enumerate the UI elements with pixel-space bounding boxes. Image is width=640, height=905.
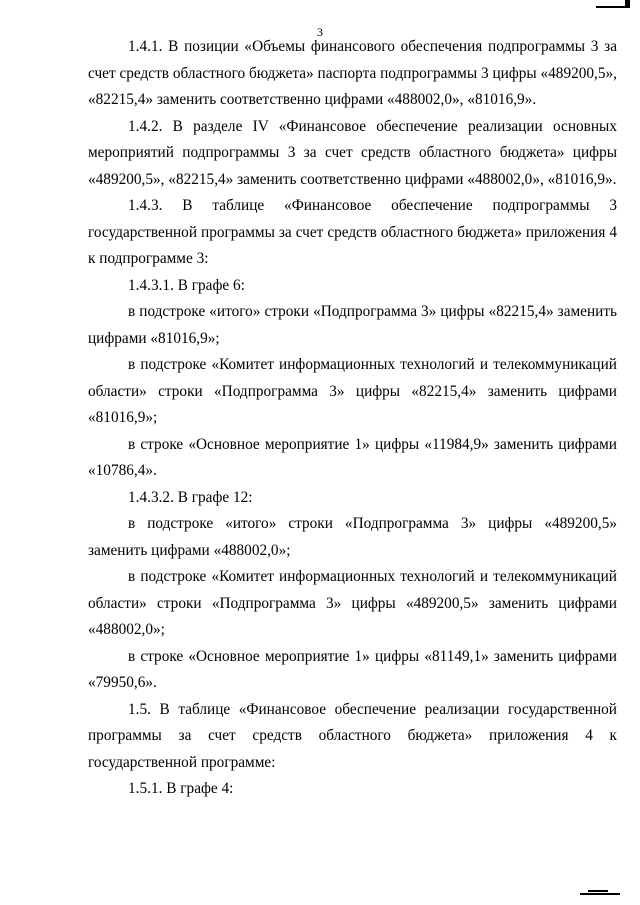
paragraph-itogo-graph-12: в подстроке «итого» строки «Подпрограмма 3» цифры «489200,5» заменить цифрами «488002,0»; [88,515,617,559]
paragraph-committee-graph-12: в подстроке «Комитет информационных технологий и телекоммуникаций области» строки «Подпрограмма 3» цифры «489200,5» заменить цифрами «488002,0»; [88,568,617,638]
paragraph-1-4-2: 1.4.2. В разделе IV «Финансовое обеспечение реализации основных мероприятий подпрограммы 3 за счет средств областного бюджета» цифры «489200,5», «82215,4» заменить соответственно цифрами «488002,0», «81016,9». [88,117,617,188]
paragraph-1-4-1: 1.4.1. В позиции «Объемы финансового обеспечения подпрограммы 3 за счет средств областного бюджета» паспорта подпрограммы 3 цифры «489200,5», «82215,4» заменить соответственно цифрами «488002,0», «81016,9». [88,38,617,108]
paragraph-1-5-1: 1.5.1. В графе 4: [128,780,234,797]
paragraph-itogo-graph-6: в подстроке «итого» строки «Подпрограмма 3» цифры «82215,4» заменить цифрами «81016,9»; [88,303,617,347]
paragraph-1-4-3: 1.4.3. В таблице «Финансовое обеспечение подпрограммы 3 государственной программы за счет средств областного бюджета» приложения 4 к подпрограмме 3: [88,197,617,267]
paragraph-committee-graph-6: в подстроке «Комитет информационных технологий и телекоммуникаций области» строки «Подпрограмма 3» цифры «82215,4» заменить цифрами «81016,9»; [88,356,617,426]
paragraph-1-5: 1.5. В таблице «Финансовое обеспечение реализации государственной программы за счет средств областного бюджета» приложения 4 к государственной программе: [88,700,617,771]
document-body [88,34,617,803]
scan-corner-mark-bottom [580,893,620,900]
paragraph-main-event-graph-12: в строке «Основное мероприятие 1» цифры «81149,1» заменить цифрами «79950,6». [88,647,617,691]
paragraph-main-event-graph-6: в строке «Основное мероприятие 1» цифры «11984,9» заменить цифрами «10786,4». [88,435,617,479]
page-number: 3 [317,25,323,39]
scan-corner-mark-top [596,0,630,8]
paragraph-1-4-3-1: 1.4.3.1. В графе 6: [128,276,245,294]
paragraph-1-4-3-2: 1.4.3.2. В графе 12: [128,488,253,506]
